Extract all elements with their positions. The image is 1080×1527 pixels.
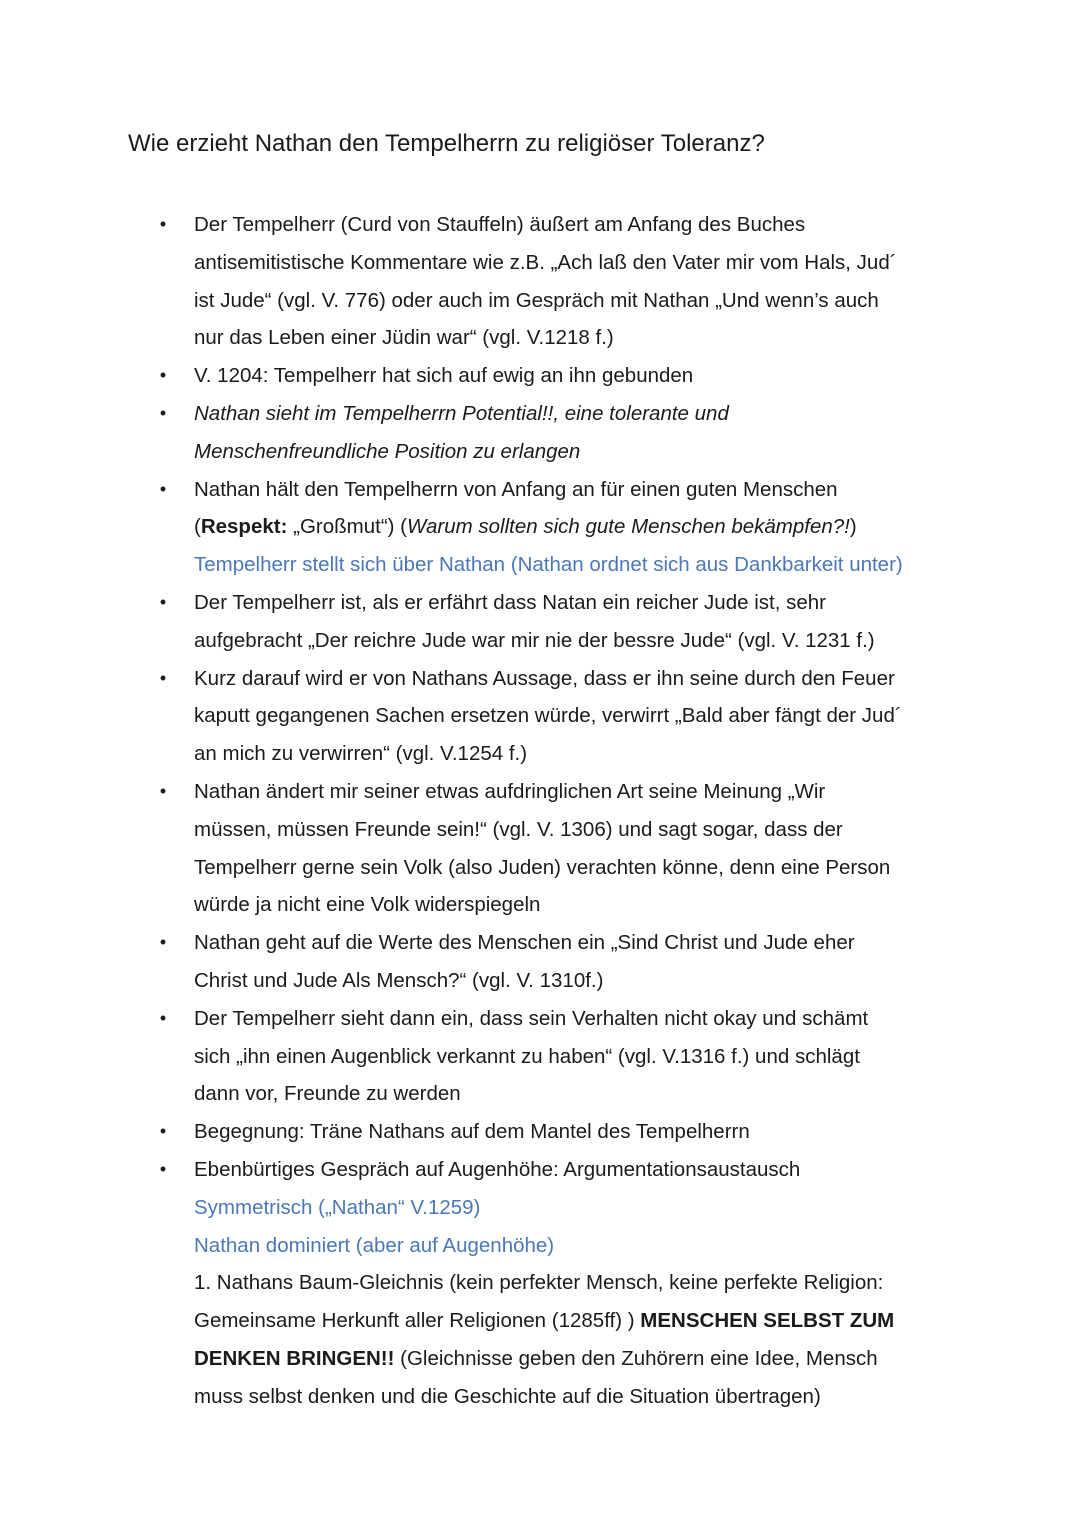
bullet-icon: •	[159, 780, 167, 801]
blue-annotation: Symmetrisch („Nathan“ V.1259)	[194, 1195, 481, 1219]
text-line: Der Tempelherr ist, als er erfährt dass Natan ein reicher Jude ist, sehr	[194, 590, 826, 614]
bullet-icon: •	[159, 402, 167, 423]
text-line: müssen, müssen Freunde sein!“ (vgl. V. 1306) und sagt sogar, dass der	[194, 817, 843, 841]
bold-emphasis: DENKEN BRINGEN!!	[194, 1346, 395, 1370]
paren-close: )	[849, 515, 857, 539]
text-line: V. 1204: Tempelherr hat sich auf ewig an ihn gebunden	[194, 364, 694, 388]
blue-annotation: Nathan dominiert (aber auf Augenhöhe)	[194, 1233, 555, 1257]
text-line: Menschenfreundliche Position zu erlangen	[194, 439, 581, 463]
bold-emphasis: MENSCHEN SELBST ZUM	[640, 1309, 895, 1333]
list-item	[0, 471, 1080, 584]
bullet-icon: •	[159, 478, 167, 499]
text-line: muss selbst denken und die Geschichte auf die Situation übertragen)	[194, 1384, 821, 1408]
text-line: Begegnung: Träne Nathans auf dem Mantel des Tempelherrn	[194, 1120, 750, 1144]
text-line: Nathan geht auf die Werte des Menschen ein „Sind Christ und Jude eher	[194, 931, 855, 955]
paren-open: (	[194, 515, 201, 539]
text-line	[194, 1302, 1020, 1340]
list-item	[0, 206, 1080, 357]
text-line: ist Jude“ (vgl. V. 776) oder auch im Gespräch mit Nathan „Und wenn’s auch	[194, 288, 879, 312]
text-line: 1. Nathans Baum-Gleichnis (kein perfekter Mensch, keine perfekte Religion:	[194, 1271, 884, 1295]
text-line: an mich zu verwirren“ (vgl. V.1254 f.)	[194, 742, 528, 766]
text-line: würde ja nicht eine Volk widerspiegeln	[194, 893, 541, 917]
list-item	[0, 357, 1080, 395]
bullet-icon: •	[159, 1007, 167, 1028]
bullet-icon: •	[159, 1121, 167, 1142]
text-line	[194, 1340, 1020, 1378]
list-item	[0, 1113, 1080, 1151]
text-line	[194, 508, 1020, 546]
bullet-icon: •	[159, 214, 167, 234]
text-line: Ebenbürtiges Gespräch auf Augenhöhe: Argumentationsaustausch	[194, 1157, 801, 1181]
list-item	[0, 584, 1080, 660]
list-item	[0, 773, 1080, 924]
bullet-list	[0, 206, 1080, 1416]
text-line: Kurz darauf wird er von Nathans Aussage, dass er ihn seine durch den Feuer	[194, 666, 895, 690]
text-line: Nathan sieht im Tempelherrn Potential!!, eine tolerante und	[194, 401, 729, 425]
list-item	[0, 660, 1080, 773]
text-span: (Gleichnisse geben den Zuhörern eine Idee, Mensch	[394, 1346, 878, 1370]
text-line: Christ und Jude Als Mensch?“ (vgl. V. 1310f.)	[194, 968, 604, 992]
italic-question: Warum sollten sich gute Menschen bekämpfen?!	[407, 515, 850, 539]
text-line: antisemitistische Kommentare wie z.B. „Ach laß den Vater mir vom Hals, Jud´	[194, 250, 897, 274]
list-item	[0, 924, 1080, 1000]
bold-label: Respekt:	[200, 515, 288, 539]
text-line: nur das Leben einer Jüdin war“ (vgl. V.1218 f.)	[194, 326, 614, 350]
text-line: kaputt gegangenen Sachen ersetzen würde, verwirrt „Bald aber fängt der Jud´	[194, 704, 902, 728]
text-line: Der Tempelherr sieht dann ein, dass sein Verhalten nicht okay und schämt	[194, 1006, 869, 1030]
text-span: Gemeinsame Herkunft aller Religionen (1285ff) )	[194, 1309, 641, 1333]
text-line: Der Tempelherr (Curd von Stauffeln) äußert am Anfang des Buches	[194, 213, 806, 236]
bullet-icon: •	[159, 667, 167, 688]
page-title: Wie erzieht Nathan den Tempelherrn zu religiöser Toleranz?	[128, 130, 765, 157]
text-span: „Großmut“) (	[287, 515, 407, 539]
text-line: aufgebracht „Der reichre Jude war mir nie der bessre Jude“ (vgl. V. 1231 f.)	[194, 628, 875, 652]
bullet-icon: •	[159, 365, 167, 386]
list-item	[0, 1151, 1080, 1416]
text-line: Nathan ändert mir seiner etwas aufdringlichen Art seine Meinung „Wir	[194, 779, 826, 803]
list-item	[0, 395, 1080, 471]
blue-annotation: Tempelherr stellt sich über Nathan (Nathan ordnet sich aus Dankbarkeit unter)	[194, 553, 903, 577]
bullet-icon: •	[159, 591, 167, 612]
bullet-icon: •	[159, 932, 167, 953]
text-line: Nathan hält den Tempelherrn von Anfang an für einen guten Menschen	[194, 477, 838, 501]
bullet-icon: •	[159, 1158, 167, 1179]
text-line: sich „ihn einen Augenblick verkannt zu haben“ (vgl. V.1316 f.) und schlägt	[194, 1044, 860, 1068]
list-item	[0, 1000, 1080, 1113]
text-line: dann vor, Freunde zu werden	[194, 1082, 461, 1106]
text-line: Tempelherr gerne sein Volk (also Juden) verachten könne, denn eine Person	[194, 855, 891, 879]
